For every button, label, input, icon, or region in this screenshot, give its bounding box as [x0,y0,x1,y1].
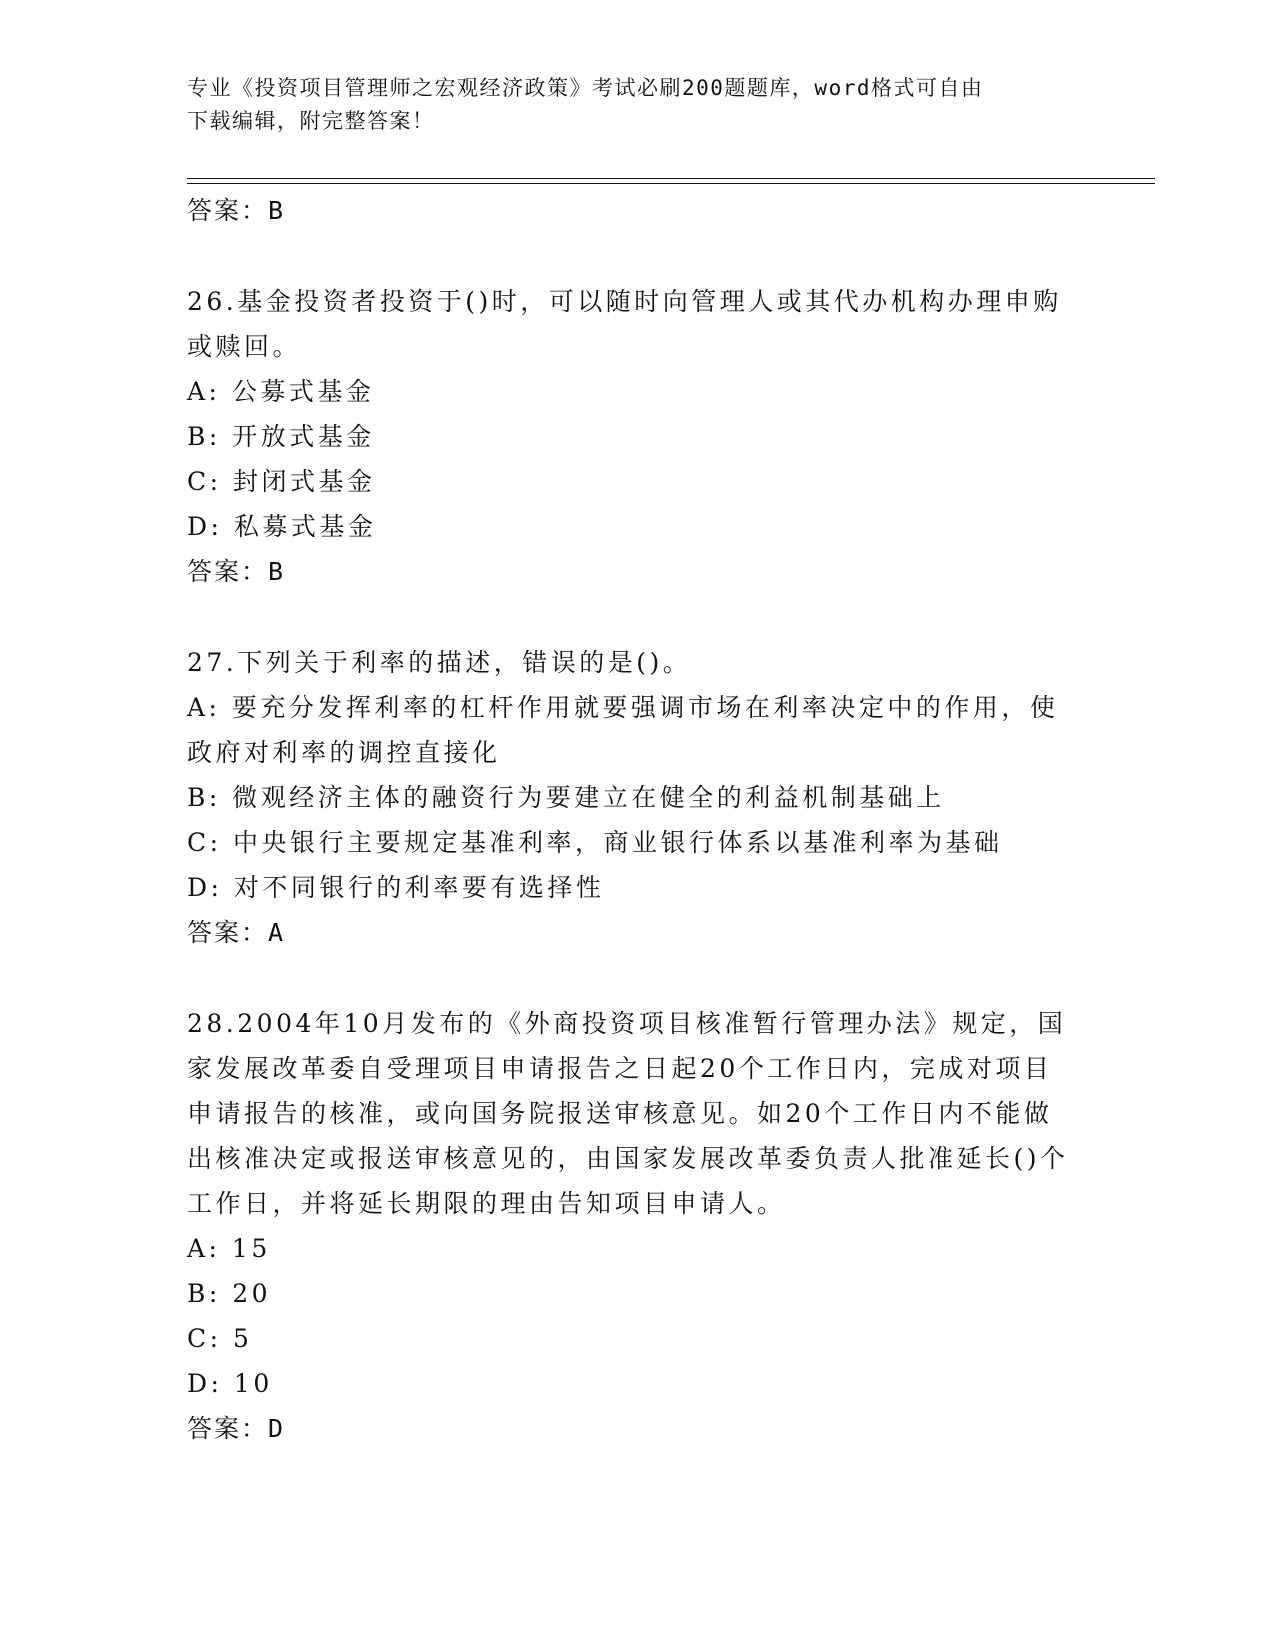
option-d: D: 对不同银行的利率要有选择性 [187,873,605,902]
option-a: A: 公募式基金 [187,377,375,406]
question-26 [187,279,1077,594]
answer-line: 答案：B [187,557,286,586]
option-a: A: 要充分发挥利率的杠杆作用就要强调市场在利率决定中的作用，使政府对利率的调控直接化 [187,693,1059,767]
answer-line: 答案：A [187,918,286,947]
option-d: D: 10 [187,1369,273,1398]
header-rule-top [187,178,1155,179]
document-header [187,72,1067,138]
answer-line: 答案：D [187,1414,286,1443]
option-c: C: 5 [187,1324,253,1353]
option-b: B: 微观经济主体的融资行为要建立在健全的利益机制基础上 [187,783,945,812]
question-text: 28.2004年10月发布的《外商投资项目核准暂行管理办法》规定，国家发展改革委自受理项目申请报告之日起20个工作日内，完成对项目申请报告的核准，或向国务院报送审核意见。如20个工作日内不能做出核准决定或报送审核意见的，由国家发展改革委负责人批准延长()个工作日，并将延长期限的理由告知项目申请人。 [187,1009,1069,1218]
document-body [187,188,1077,1451]
question-27 [187,640,1077,955]
question-28 [187,1001,1077,1451]
option-d: D: 私募式基金 [187,512,377,541]
answer-line: 答案：B [187,196,286,225]
header-rule-bottom [187,183,1155,184]
option-c: C: 中央银行主要规定基准利率，商业银行体系以基准利率为基础 [187,828,1003,857]
header-line-1: 专业《投资项目管理师之宏观经济政策》考试必刷200题题库，word格式可自由 [187,76,984,100]
option-a: A: 15 [187,1234,271,1263]
header-line-2: 下载编辑，附完整答案！ [187,109,435,133]
option-b: B: 开放式基金 [187,422,375,451]
question-text: 26.基金投资者投资于()时，可以随时向管理人或其代办机构办理申购或赎回。 [187,287,1062,361]
question-text: 27.下列关于利率的描述，错误的是()。 [187,648,692,677]
option-c: C: 封闭式基金 [187,467,376,496]
option-b: B: 20 [187,1279,272,1308]
